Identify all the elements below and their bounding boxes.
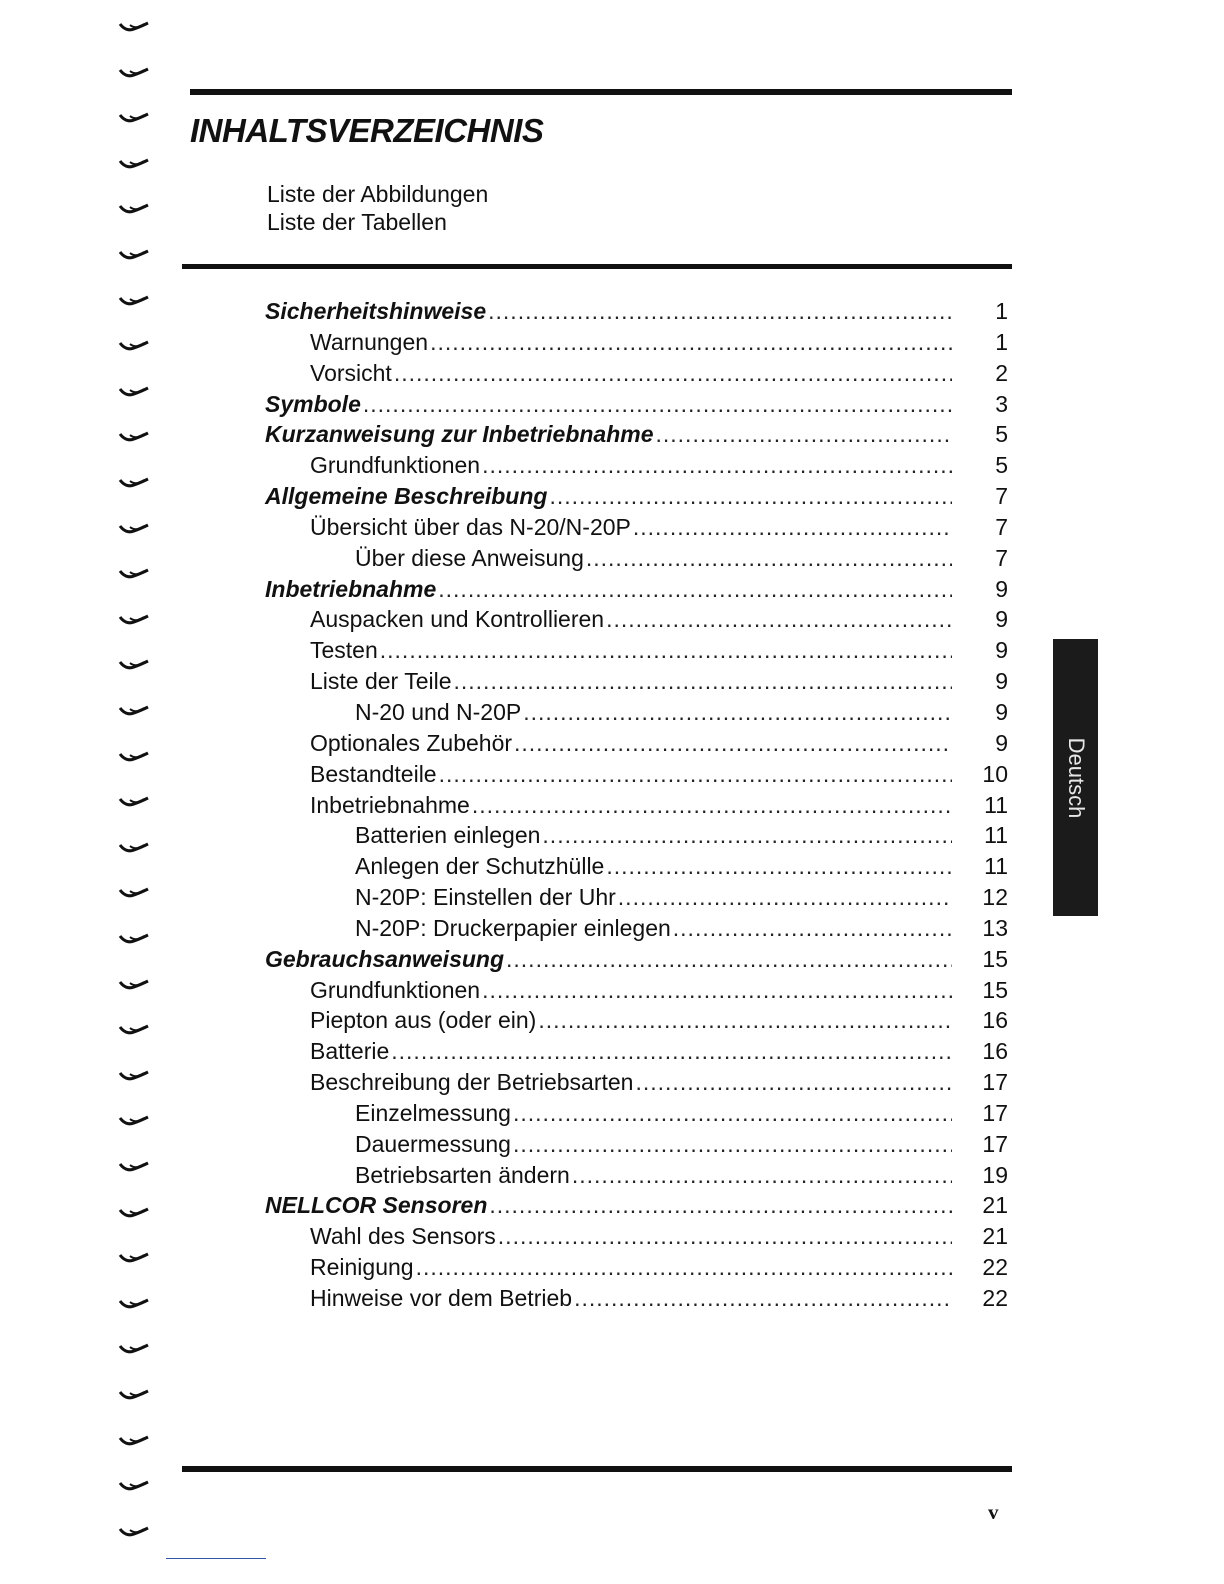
toc-entry[interactable] <box>265 421 1010 452</box>
toc-entry-page: 9 <box>995 698 1008 725</box>
toc-entry[interactable] <box>265 576 1010 607</box>
language-tab-label: Deutsch <box>1063 737 1089 818</box>
toc-entry-page: 16 <box>982 1007 1008 1034</box>
toc-entry-label: Beschreibung der Betriebsarten <box>310 1069 634 1096</box>
toc-leader-dots <box>606 606 952 633</box>
toc-entry-page: 1 <box>995 298 1008 324</box>
pre-list <box>267 180 488 236</box>
binding-ring-icon <box>118 750 150 764</box>
toc-entry-label: Batterie <box>310 1038 390 1065</box>
toc-leader-dots <box>482 977 952 1004</box>
spiral-binding <box>118 20 154 1570</box>
binding-ring-icon <box>118 294 150 308</box>
toc-entry[interactable] <box>265 1223 1010 1254</box>
binding-ring-icon <box>118 658 150 672</box>
binding-ring-icon <box>118 1160 150 1174</box>
toc-entry-label: Sicherheitshinweise <box>265 298 487 324</box>
toc-leader-dots <box>439 761 952 788</box>
toc-leader-dots <box>633 514 952 541</box>
toc-entry-label: Inbetriebnahme <box>265 575 437 602</box>
toc-entry-label: Dauermessung <box>355 1130 511 1157</box>
binding-ring-icon <box>118 1479 150 1493</box>
toc-leader-dots <box>549 483 952 510</box>
toc-entry[interactable] <box>265 483 1010 514</box>
toc-entry[interactable] <box>265 884 1010 915</box>
toc-leader-dots <box>513 1100 952 1127</box>
binding-ring-icon <box>118 613 150 627</box>
toc-entry[interactable] <box>265 1038 1010 1069</box>
toc-leader-dots <box>618 884 952 911</box>
toc-entry[interactable] <box>265 761 1010 792</box>
binding-ring-icon <box>118 202 150 216</box>
toc-leader-dots <box>514 730 952 757</box>
toc-entry-label: Bestandteile <box>310 760 437 787</box>
toc-entry-page: 10 <box>982 760 1008 787</box>
toc-leader-dots <box>572 1162 952 1189</box>
toc-entry[interactable] <box>265 545 1010 576</box>
binding-ring-icon <box>118 430 150 444</box>
binding-ring-icon <box>118 1069 150 1083</box>
toc-entry-label: Über diese Anweisung <box>355 544 584 571</box>
binding-ring-icon <box>118 111 150 125</box>
toc-entry-label: NELLCOR Sensoren <box>265 1192 488 1219</box>
binding-ring-icon <box>118 932 150 946</box>
toc-entry[interactable] <box>265 391 1010 422</box>
toc-leader-dots <box>673 915 952 942</box>
toc-entry[interactable] <box>265 1192 1010 1223</box>
toc-entry-label: Betriebsarten ändern <box>355 1161 570 1188</box>
toc-entry[interactable] <box>265 1069 1010 1100</box>
bottom-rule <box>182 1466 1012 1472</box>
toc-entry-label: Batterien einlegen <box>355 822 541 849</box>
toc-entry-page: 15 <box>982 976 1008 1003</box>
toc-entry-page: 5 <box>995 452 1008 479</box>
binding-ring-icon <box>118 1297 150 1311</box>
toc-entry-label: Wahl des Sensors <box>310 1223 496 1250</box>
toc-entry[interactable] <box>265 637 1010 668</box>
toc-entry-page: 11 <box>984 822 1008 849</box>
language-tab[interactable] <box>1053 639 1098 916</box>
toc-leader-dots <box>416 1254 952 1281</box>
binding-ring-icon <box>118 1023 150 1037</box>
toc-leader-dots <box>488 298 952 325</box>
toc-leader-dots <box>574 1285 952 1312</box>
binding-ring-icon <box>118 1114 150 1128</box>
binding-ring-icon <box>118 157 150 171</box>
toc-entry-page: 13 <box>982 914 1008 941</box>
toc-entry[interactable] <box>265 1254 1010 1285</box>
toc-entry-label: Hinweise vor dem Betrieb <box>310 1285 573 1311</box>
toc-entry-label: Piepton aus (oder ein) <box>310 1007 537 1034</box>
toc-entry-page: 2 <box>995 359 1008 386</box>
toc-entry[interactable] <box>265 977 1010 1008</box>
list-of-figures-link[interactable]: Liste der Abbildungen <box>267 181 489 207</box>
toc-entry[interactable] <box>265 452 1010 483</box>
binding-ring-icon <box>118 522 150 536</box>
binding-ring-icon <box>118 704 150 718</box>
toc-entry-label: Liste der Teile <box>310 668 452 695</box>
toc-leader-dots <box>538 1007 952 1034</box>
binding-ring-icon <box>118 978 150 992</box>
toc-leader-dots <box>363 391 952 418</box>
toc-entry[interactable] <box>265 514 1010 545</box>
binding-ring-icon <box>118 476 150 490</box>
binding-ring-icon <box>118 886 150 900</box>
table-of-contents <box>265 298 1010 1316</box>
toc-entry[interactable] <box>265 1285 1010 1316</box>
toc-entry[interactable] <box>265 699 1010 730</box>
binding-ring-icon <box>118 339 150 353</box>
toc-entry[interactable] <box>265 730 1010 761</box>
toc-entry-page: 22 <box>982 1285 1008 1311</box>
toc-entry-page: 7 <box>995 483 1008 510</box>
toc-entry-page: 21 <box>982 1223 1008 1250</box>
toc-leader-dots <box>513 1131 952 1158</box>
toc-leader-dots <box>380 637 952 664</box>
toc-entry-page: 1 <box>995 328 1008 355</box>
toc-entry-label: Warnungen <box>310 328 429 355</box>
toc-entry[interactable] <box>265 915 1010 946</box>
toc-entry-label: Reinigung <box>310 1254 414 1281</box>
toc-entry-label: Kurzanweisung zur Inbetriebnahme <box>265 421 654 448</box>
toc-entry-label: Testen <box>310 637 378 664</box>
toc-entry-label: Grundfunktionen <box>310 976 481 1003</box>
toc-entry-label: Optionales Zubehör <box>310 729 513 756</box>
toc-entry-page: 19 <box>982 1161 1008 1188</box>
binding-ring-icon <box>118 1251 150 1265</box>
toc-entry-label: Übersicht über das N-20/N-20P <box>310 513 631 540</box>
toc-entry-page: 17 <box>982 1099 1008 1126</box>
toc-entry-page: 15 <box>982 945 1008 972</box>
toc-entry-label: N-20 und N-20P <box>355 698 522 725</box>
toc-entry[interactable] <box>265 606 1010 637</box>
toc-leader-dots <box>472 792 952 819</box>
toc-entry-page: 7 <box>995 513 1008 540</box>
binding-ring-icon <box>118 567 150 581</box>
top-rule <box>190 89 1012 95</box>
toc-entry[interactable] <box>265 946 1010 977</box>
binding-ring-icon <box>118 248 150 262</box>
toc-entry-label: N-20P: Einstellen der Uhr <box>355 884 616 911</box>
binding-ring-icon <box>118 20 150 34</box>
toc-entry-label: Einzelmessung <box>355 1099 511 1126</box>
toc-entry-page: 9 <box>995 575 1008 602</box>
toc-entry-label: Vorsicht <box>310 359 392 386</box>
binding-ring-icon <box>118 841 150 855</box>
toc-entry-page: 7 <box>995 544 1008 571</box>
toc-entry-page: 5 <box>995 421 1008 448</box>
page-title: INHALTSVERZEICHNIS <box>190 112 544 149</box>
toc-entry-page: 9 <box>995 668 1008 695</box>
toc-entry-page: 21 <box>982 1192 1008 1219</box>
toc-entry-page: 9 <box>995 729 1008 756</box>
list-of-tables-link[interactable]: Liste der Tabellen <box>267 209 447 235</box>
toc-leader-dots <box>489 1192 952 1219</box>
toc-entry[interactable] <box>265 298 1010 329</box>
toc-entry[interactable] <box>265 1100 1010 1131</box>
toc-entry-label: Grundfunktionen <box>310 452 481 479</box>
middle-rule <box>182 264 1012 269</box>
toc-entry[interactable] <box>265 1007 1010 1038</box>
toc-leader-dots <box>394 360 952 387</box>
binding-ring-icon <box>118 1206 150 1220</box>
toc-leader-dots <box>430 329 952 356</box>
binding-ring-icon <box>118 385 150 399</box>
toc-leader-dots <box>482 452 952 479</box>
toc-entry-page: 22 <box>982 1254 1008 1281</box>
toc-entry-label: Allgemeine Beschreibung <box>265 483 548 510</box>
toc-entry-page: 9 <box>995 606 1008 633</box>
toc-entry-page: 17 <box>982 1069 1008 1096</box>
toc-entry[interactable] <box>265 668 1010 699</box>
toc-leader-dots <box>438 576 952 603</box>
toc-entry[interactable] <box>265 1162 1010 1193</box>
toc-leader-dots <box>586 545 952 572</box>
binding-ring-icon <box>118 1388 150 1402</box>
toc-entry-page: 16 <box>982 1038 1008 1065</box>
binding-ring-icon <box>118 795 150 809</box>
toc-entry-page: 11 <box>984 791 1008 818</box>
toc-entry-page: 12 <box>982 884 1008 911</box>
binding-ring-icon <box>118 1434 150 1448</box>
toc-leader-dots <box>454 668 953 695</box>
toc-entry-page: 17 <box>982 1130 1008 1157</box>
toc-leader-dots <box>635 1069 952 1096</box>
toc-leader-dots <box>606 853 952 880</box>
binding-ring-icon <box>118 66 150 80</box>
toc-entry[interactable] <box>265 853 1010 884</box>
toc-entry[interactable] <box>265 792 1010 823</box>
toc-leader-dots <box>506 946 952 973</box>
toc-entry[interactable] <box>265 1131 1010 1162</box>
toc-entry-page: 11 <box>984 853 1008 880</box>
toc-leader-dots <box>523 699 952 726</box>
footer-line <box>166 1558 266 1559</box>
binding-ring-icon <box>118 1342 150 1356</box>
toc-leader-dots <box>656 421 953 448</box>
toc-entry[interactable] <box>265 822 1010 853</box>
toc-entry-label: Anlegen der Schutzhülle <box>355 853 605 880</box>
toc-entry-page: 9 <box>995 637 1008 664</box>
binding-ring-icon <box>118 1525 150 1539</box>
toc-entry-page: 3 <box>995 390 1008 417</box>
toc-entry-label: Symbole <box>265 390 361 417</box>
toc-entry[interactable] <box>265 360 1010 391</box>
page-number: v <box>988 1500 999 1524</box>
toc-entry-label: Inbetriebnahme <box>310 791 470 818</box>
toc-leader-dots <box>498 1223 952 1250</box>
toc-entry[interactable] <box>265 329 1010 360</box>
toc-leader-dots <box>391 1038 952 1065</box>
toc-entry-label: Gebrauchsanweisung <box>265 945 505 972</box>
toc-entry-label: N-20P: Druckerpapier einlegen <box>355 914 671 941</box>
toc-entry-label: Auspacken und Kontrollieren <box>310 606 605 633</box>
toc-leader-dots <box>542 822 952 849</box>
